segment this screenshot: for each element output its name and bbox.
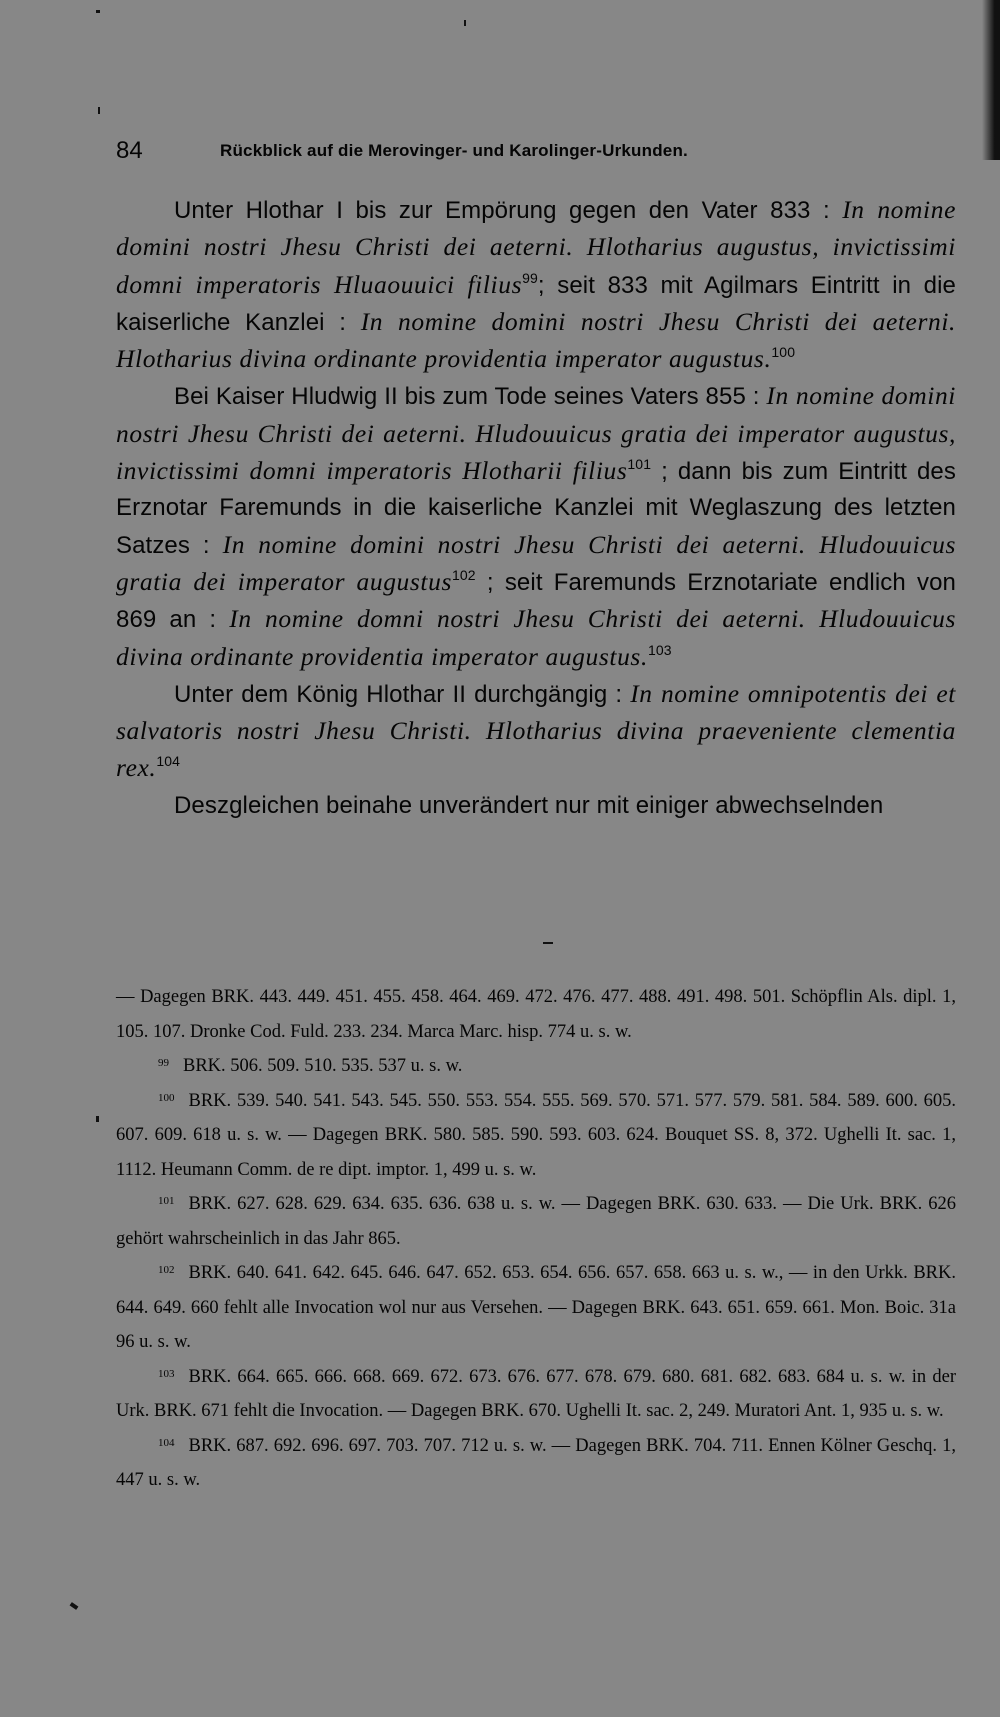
scan-speck [96,10,100,13]
footnote-number: 99 [158,1057,169,1069]
footnote-103 [116,1360,956,1429]
text-run: Bei Kaiser Hludwig II bis zum Tode seines Vaters 855 : [174,383,767,411]
footnote-number: 102 [158,1264,175,1276]
latin-formula: In nomine domini nostri Jhesu Christi dei aeterni. Hlotharius augustus, invictissimi domni imperatoris Hluaouuici filius [116,195,956,299]
footnote-text: BRK. 627. 628. 629. 634. 635. 636. 638 u. s. w. — Dagegen BRK. 630. 633. — Die Urk. BRK. 626 gehört wahrscheinlich in das Jahr 865. [116,1194,956,1249]
footnote-ref: 100 [771,344,796,361]
footnote-number: 103 [158,1367,175,1380]
latin-formula: In nomine omnipotentis dei et salvatoris nostri Jhesu Christi. Hlotharius divina praeveniente clementia rex. [116,678,956,783]
latin-formula: In nomine domni nostri Jhesu Christi dei aeterni. Hludouuicus divina ordinante providentia imperator augustus. [116,604,956,671]
footnote-104 [116,1429,956,1498]
footnote-ref: 104 [156,753,181,770]
page-header [116,135,956,171]
footnote-100 [116,1084,956,1188]
footnote-ref: 103 [647,641,672,658]
footnote-text: BRK. 687. 692. 696. 697. 703. 707. 712 u. s. w. — Dagegen BRK. 704. 711. Ennen Kölner Geschq. 1, 447 u. s. w. [116,1435,956,1490]
footnote-number: 100 [158,1091,175,1104]
text-run: Unter Hlothar I bis zur Empörung gegen den Vater 833 : [174,197,843,224]
footnote-number: 104 [158,1436,175,1449]
footnote-ref: 99 [522,269,538,286]
footnote-text: — Dagegen BRK. 443. 449. 451. 455. 458. 464. 469. 472. 476. 477. 488. 491. 498. 501. Schöpflin Als. dipl. 1, 105. 107. Dronke Cod. Fuld. 233. 234. Marca Marc. hisp. 774 u. s. w. [116,987,956,1042]
footnote-continued [116,980,956,1049]
footnote-separator [543,942,553,944]
text-run: Deszgleichen beinahe unverändert nur mit einiger abwechselnden [174,791,884,819]
latin-formula: In nomine domini nostri Jhesu Christi dei aeterni. Hlotharius divina ordinante providentia imperator augustus. [116,306,956,374]
footnote-ref: 101 [627,456,652,473]
footnote-102 [116,1256,956,1360]
footnote-99 [116,1049,956,1084]
scan-speck [98,107,100,114]
footnote-text: BRK. 640. 641. 642. 645. 646. 647. 652. 653. 654. 656. 657. 658. 663 u. s. w., — in den Urkk. BRK. 644. 649. 660 fehlt alle Invocation wol nur aus Versehen. — Dagegen BRK. 643. 651. 659. 661. Mon. Boic. 31a 96 u. s. w. [116,1263,956,1352]
latin-formula: In nomine domini nostri Jhesu Christi dei aeterni. Hludouuicus gratia dei imperator augustus [116,529,956,596]
latin-formula: In nomine domini nostri Jhesu Christi dei aeterni. Hludouuicus gratia dei imperator augustus, invictissimi domni imperatoris Hlotharii filius [116,381,956,486]
running-title: Rückblick auf die Merovinger- und Karolinger-Urkunden. [220,141,688,160]
page-number: 84 [116,137,143,164]
footnote-text: BRK. 664. 665. 666. 668. 669. 672. 673. 676. 677. 678. 679. 680. 681. 682. 683. 684 u. s. w. in der Urk. BRK. 671 fehlt die Invocation. — Dagegen BRK. 670. Ughelli It. sac. 2, 249. Muratori Ant. 1, 935 u. s. w. [116,1366,956,1421]
footnote-101 [116,1187,956,1256]
paragraph-hlothar-i [116,192,956,378]
footnote-text: BRK. 506. 509. 510. 535. 537 u. s. w. [183,1056,463,1076]
scan-speck [96,1116,99,1122]
footnotes [116,980,956,1498]
footnote-ref: 102 [452,566,476,583]
paragraph-hlothar-ii [116,676,956,788]
page-edge-shadow [982,0,1000,160]
footnote-number: 101 [158,1195,175,1207]
main-text [116,192,956,824]
paragraph-deszgleichen [116,788,956,824]
text-run: ; seit 833 mit Agilmars Eintritt in die kaiserliche Kanzlei : [116,271,956,336]
text-run: ; dann bis zum Eintritt des Erznotar Faremunds in die kaiserliche Kanzlei mit Weglaszung des letzten Satzes : [116,458,956,559]
paragraph-hludwig-ii [116,378,956,675]
scan-speck [464,20,466,26]
footnote-text: BRK. 539. 540. 541. 543. 545. 550. 553. 554. 555. 569. 570. 571. 577. 579. 581. 584. 589. 600. 605. 607. 609. 618 u. s. w. — Dagegen BRK. 580. 585. 590. 593. 603. 624. Bouquet SS. 8, 372. Ughelli It. sac. 1, 1112. Heumann Comm. de re dipt. imptor. 1, 499 u. s. w. [116,1090,956,1180]
text-run: ; seit Faremunds Erznotariate endlich von 869 an : [116,568,956,634]
text-run: Unter dem König Hlothar II durchgängig : [174,680,631,708]
scan-speck [70,1602,79,1610]
